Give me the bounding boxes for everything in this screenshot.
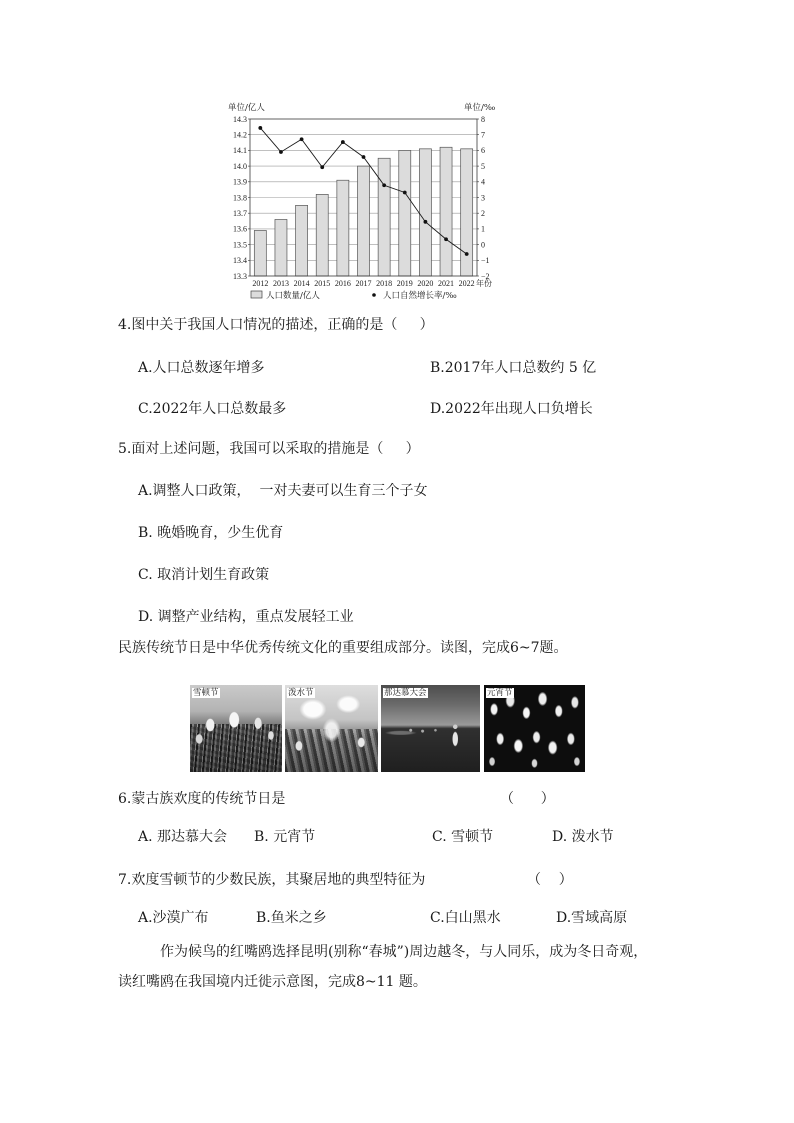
intro-8-11-line-1: 作为候鸟的红嘴鸥选择昆明(别称“春城”)周边越冬，与人同乐，成为冬日奇观，: [160, 944, 648, 960]
q6-option-a: A. 那达慕大会: [138, 829, 228, 845]
x-tick-label-2018: 2018: [376, 279, 393, 288]
legend-swatch-population: [251, 291, 262, 298]
x-axis-ticks: [252, 279, 474, 288]
right-axis-tick-label: 8: [481, 114, 485, 124]
growth-rate-point-2017: [362, 155, 366, 159]
q6-option-c: C. 雪顿节: [432, 829, 494, 845]
photo-lantern-festival: [484, 685, 585, 772]
left-axis-tick-label: 13.3: [233, 271, 247, 281]
population-bar-2021: [440, 147, 452, 276]
left-axis-tick-label: 14.3: [233, 114, 247, 124]
right-axis-tick-label: 5: [481, 161, 485, 171]
photo-label-lantern: 元宵节: [487, 688, 513, 698]
q5-stem: 5.面对上述问题，我国可以采取的措施是（ ）: [118, 441, 420, 457]
photo-xuedun-festival: [190, 685, 282, 772]
growth-rate-point-2020: [424, 220, 428, 224]
q6-stem: 6.蒙古族欢度的传统节日是: [118, 791, 286, 807]
population-bar-2019: [399, 150, 411, 276]
left-axis-tick-label: 14.2: [233, 130, 247, 140]
q5-option-a: A.调整人口政策， 一对夫妻可以生育三个子女: [138, 483, 428, 499]
population-bar-2013: [275, 219, 287, 276]
x-tick-label-2016: 2016: [334, 279, 351, 288]
growth-rate-point-2015: [320, 165, 324, 169]
growth-rate-point-2022: [465, 252, 469, 256]
growth-rate-point-2018: [382, 183, 386, 187]
q4-option-d: D.2022年出现人口负增长: [430, 401, 593, 417]
right-axis-tick-label: 3: [481, 193, 485, 203]
q7-option-d: D.雪域高原: [556, 910, 628, 926]
photo-label-naadam: 那达慕大会: [384, 688, 427, 698]
x-tick-label-2019: 2019: [396, 279, 413, 288]
x-axis-title: 年份: [476, 279, 492, 288]
x-tick-label-2021: 2021: [438, 279, 455, 288]
left-axis-tick-label: 13.7: [233, 209, 247, 218]
population-chart: [220, 100, 505, 305]
left-axis-tick-label: 13.8: [233, 193, 247, 203]
q7-option-c: C.白山黑水: [430, 910, 501, 926]
growth-rate-point-2021: [444, 237, 448, 241]
intro-questions-6-7: 民族传统节日是中华优秀传统文化的重要组成部分。读图，完成6~7题。: [118, 640, 568, 656]
x-tick-label-2012: 2012: [252, 279, 269, 288]
right-axis-tick-label: 4: [481, 177, 485, 187]
q7-answer-blank: （ ）: [527, 872, 573, 888]
left-axis-tick-label: 14.1: [233, 146, 247, 156]
right-axis-tick-label: 7: [481, 130, 485, 140]
q4-option-a: A.人口总数逐年增多: [138, 360, 265, 376]
right-axis-tick-label: 1: [481, 224, 485, 234]
q7-stem: 7.欢度雪顿节的少数民族，其聚居地的典型特征为: [118, 872, 426, 888]
q4-option-c: C.2022年人口总数最多: [138, 401, 287, 417]
q5-option-d: D. 调整产业结构，重点发展轻工业: [138, 609, 354, 625]
q5-option-b: B. 晚婚晚育，少生优育: [138, 525, 284, 541]
q6-option-b: B. 元宵节: [254, 829, 316, 845]
photo-water-splashing-festival: [285, 685, 378, 772]
growth-rate-point-2016: [341, 140, 345, 144]
legend-marker-growth-rate: [372, 293, 376, 297]
photo-naadam-festival: [381, 685, 480, 772]
photo-label-water-splashing: 泼水节: [288, 688, 314, 698]
population-bar-2012: [254, 230, 266, 276]
bar-series-population: [254, 147, 472, 276]
left-axis-tick-label: 14.0: [233, 161, 247, 171]
growth-rate-point-2013: [279, 150, 283, 154]
right-axis-tick-label: 6: [481, 146, 485, 156]
x-tick-label-2020: 2020: [417, 279, 434, 288]
q7-option-a: A.沙漠广布: [138, 910, 209, 926]
population-bar-2022: [461, 149, 473, 276]
legend-label-growth-rate: 人口自然增长率/‰: [383, 291, 457, 301]
x-tick-label-2017: 2017: [355, 279, 372, 288]
intro-8-11-line-2: 读红嘴鸥在我国境内迁徙示意图，完成8~11 题。: [118, 974, 427, 990]
population-bar-2014: [296, 205, 308, 276]
population-bar-2018: [378, 158, 390, 276]
x-tick-label-2015: 2015: [314, 279, 331, 288]
population-bar-2015: [316, 194, 328, 276]
left-axis-tick-label: 13.5: [233, 240, 247, 250]
growth-rate-point-2012: [258, 126, 262, 130]
q4-stem: 4.图中关于我国人口情况的描述，正确的是（ ）: [118, 317, 434, 333]
growth-rate-point-2014: [300, 137, 304, 141]
left-axis-unit-label: 单位/亿人: [228, 103, 265, 113]
legend-label-population: 人口数量/亿人: [266, 291, 320, 301]
population-bar-2016: [337, 180, 349, 276]
q6-answer-blank: （ ）: [500, 791, 555, 807]
x-tick-label-2014: 2014: [293, 279, 310, 288]
photo-label-xuedun: 雪顿节: [193, 688, 219, 698]
right-axis-unit-label: 单位/‰: [464, 103, 496, 113]
x-tick-label-2022: 2022: [458, 279, 475, 288]
q4-option-b: B.2017年人口总数约 5 亿: [430, 360, 597, 376]
right-axis-tick-label: 2: [481, 209, 485, 218]
right-axis-tick-label: −1: [481, 256, 490, 266]
left-axis-ticks: [233, 115, 250, 281]
population-bar-2017: [358, 166, 370, 276]
left-axis-tick-label: 13.4: [233, 256, 247, 266]
growth-rate-point-2019: [403, 191, 407, 195]
q5-option-c: C. 取消计划生育政策: [138, 567, 270, 583]
q7-option-b: B.鱼米之乡: [256, 910, 327, 926]
population-bar-2020: [419, 149, 431, 276]
left-axis-tick-label: 13.9: [233, 177, 247, 187]
x-tick-label-2013: 2013: [272, 279, 289, 288]
right-axis-ticks: [477, 115, 490, 281]
chart-legend: [251, 290, 457, 301]
right-axis-tick-label: 0: [481, 240, 485, 250]
q6-option-d: D. 泼水节: [552, 829, 614, 845]
left-axis-tick-label: 13.6: [233, 224, 247, 234]
right-axis-tick-label: −2: [481, 271, 490, 281]
